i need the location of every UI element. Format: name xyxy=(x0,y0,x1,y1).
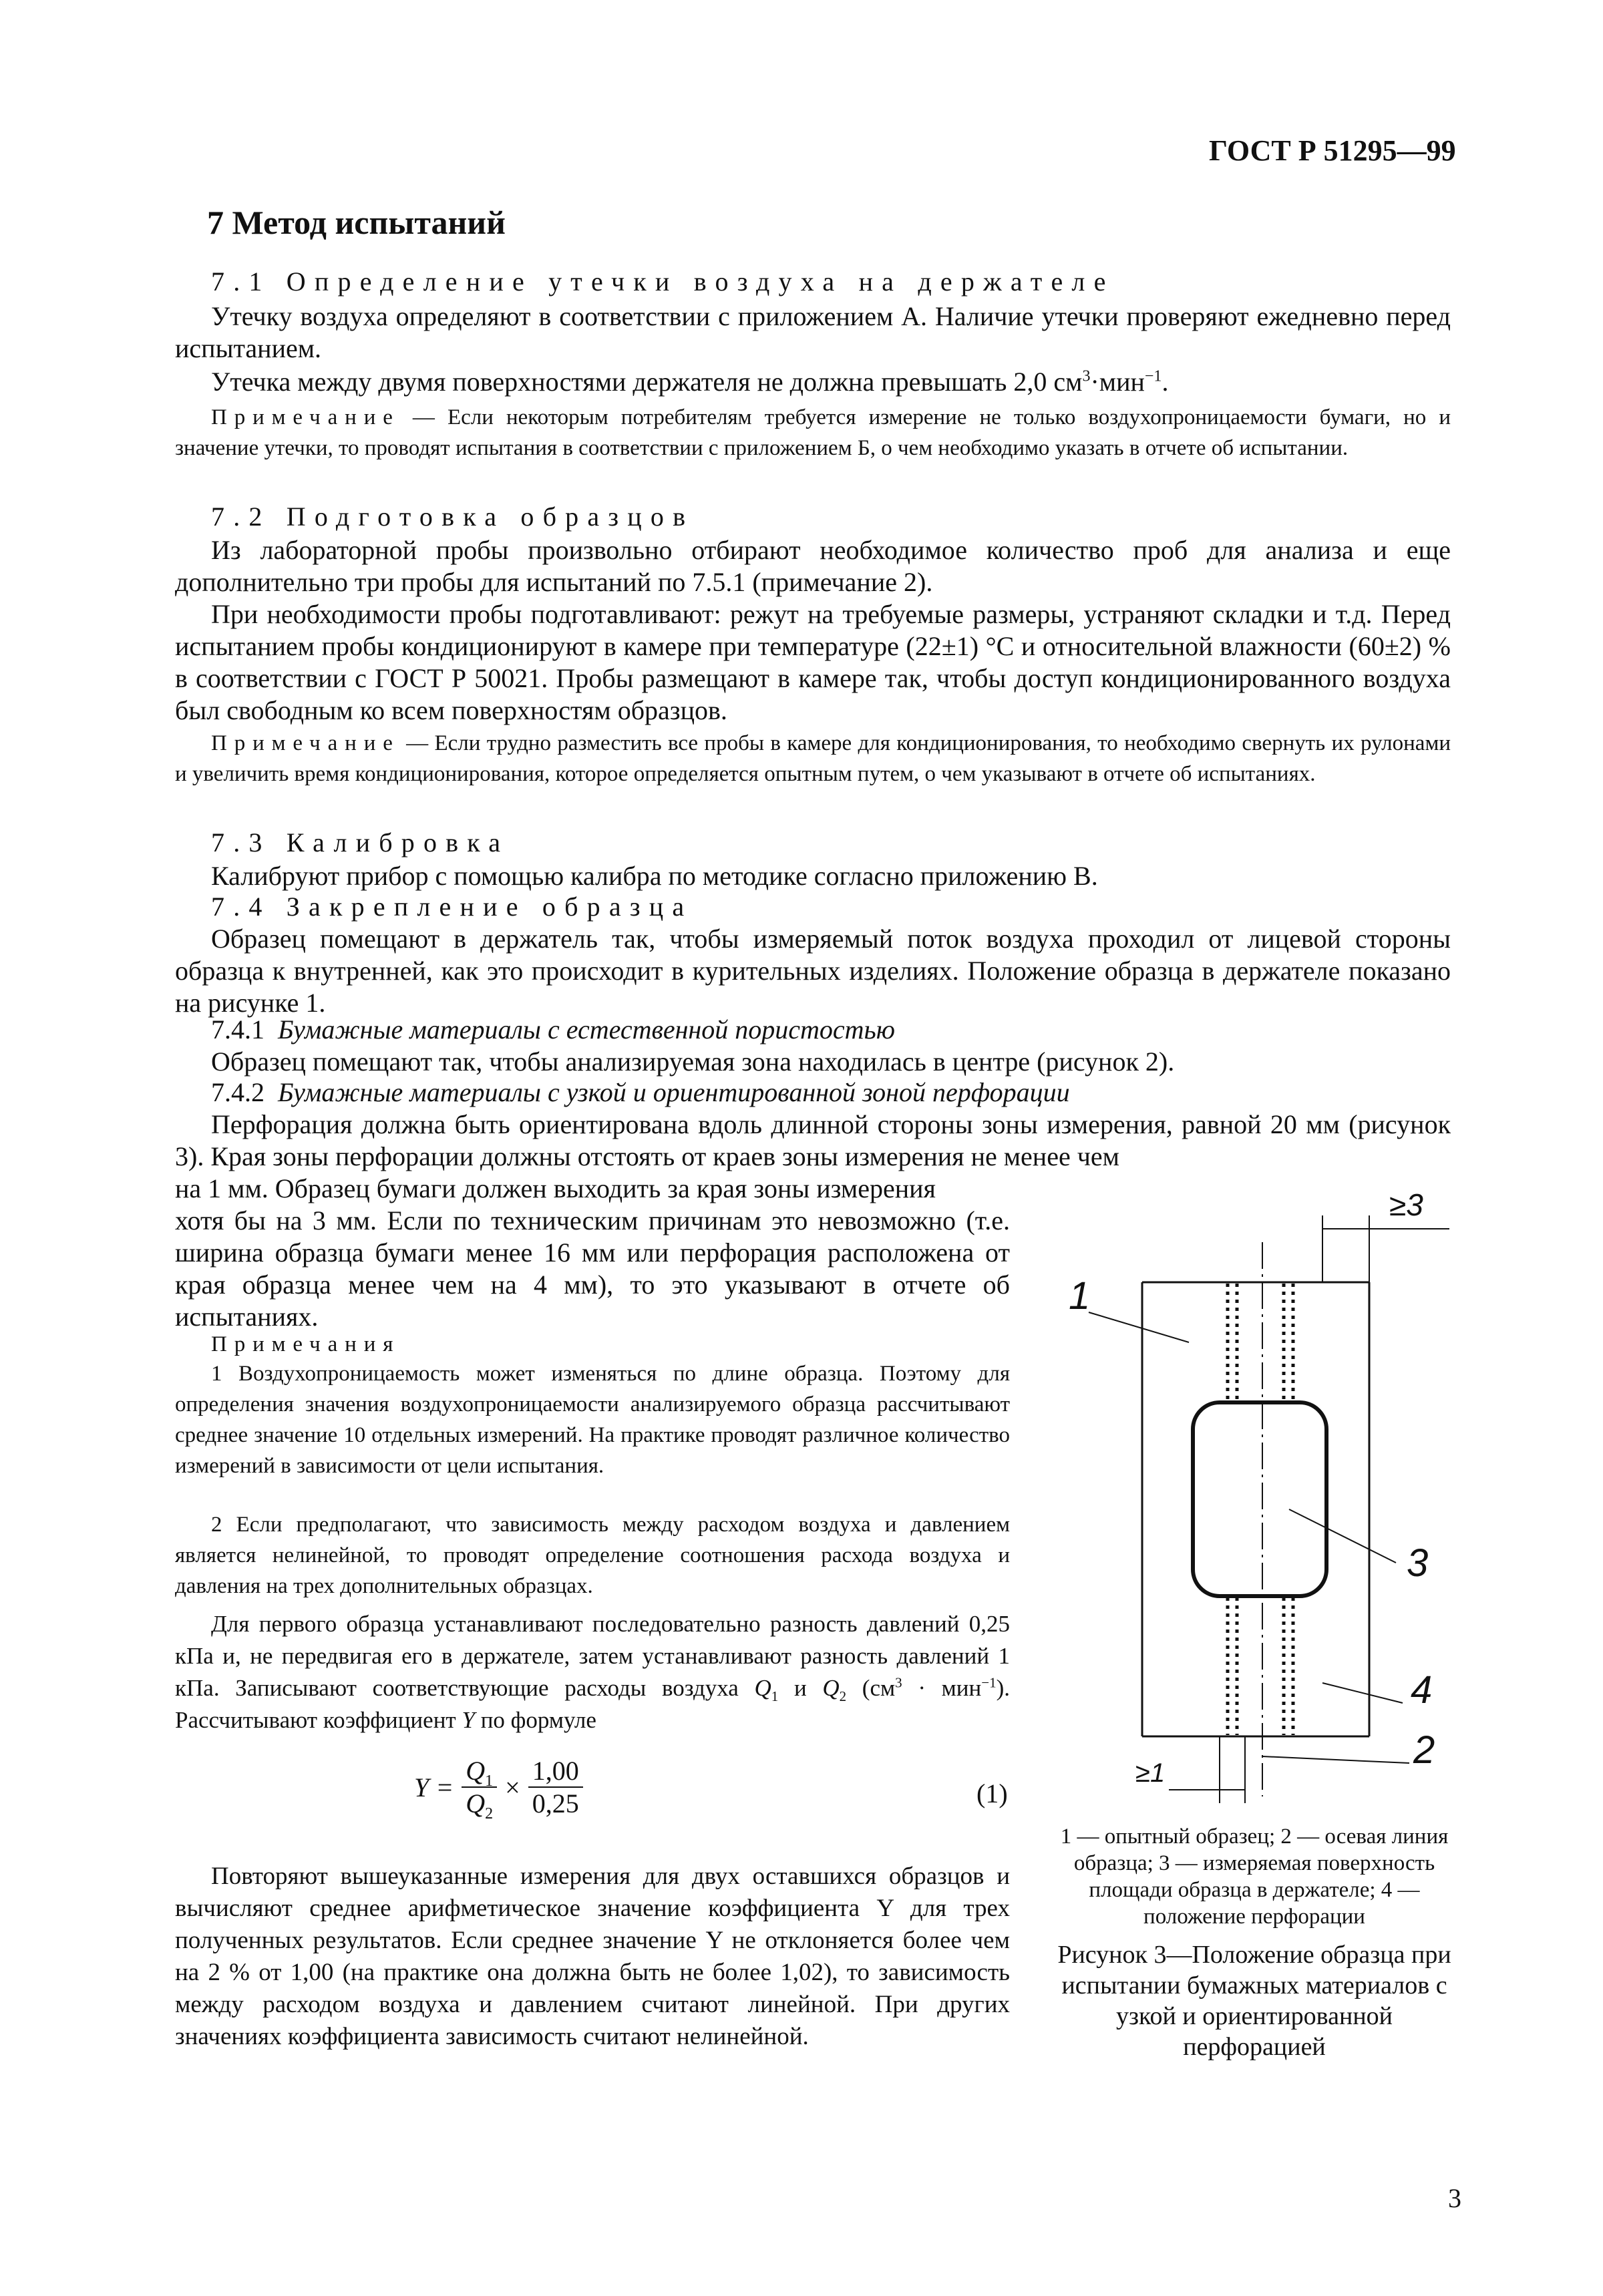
formula-fraction-q: $\frac{Q_1}{Q_2}$ xyxy=(462,1755,497,1819)
s73-paragraph: Калибруют прибор с помощью калибра по методике согласно приложению В. xyxy=(211,861,1098,891)
leader-4 xyxy=(1322,1683,1403,1703)
leader-3 xyxy=(1289,1509,1396,1563)
s742-heading: 7.4.2 Бумажные материалы с узкой и ориентированной зоной перфорации xyxy=(211,1077,1070,1107)
callout-2: 2 xyxy=(1413,1728,1435,1772)
s71-heading: 7.1 Определение утечки воздуха на держателе xyxy=(211,266,1115,297)
callout-1: 1 xyxy=(1069,1274,1091,1318)
formula-fraction-p: $\frac{1,00}{0,25}$ xyxy=(528,1755,583,1819)
figure-caption: Рисунок 3—Положение образца при испытании бумажных материалов с узкой и ориентированной перфорацией xyxy=(1057,1941,1451,2061)
s74-heading: 7.4 Закрепление образца xyxy=(211,892,693,922)
final-paragraph: Повторяют вышеуказанные измерения для двух оставшихся образцов и вычисляют среднее арифметическое значение коэффициента Y для трех полученных результатов. Если среднее значение Y не отклоняется более чем на 2 % от 1,00 (на практике она должна быть не более 1,02), то зависимость между расходом воздуха и давлением считают линейной. При других значениях коэффициента зависимость считают нелинейной. xyxy=(175,1863,1010,2050)
s72-paragraph-2: При необходимости пробы подготавливают: режут на требуемые размеры, устраняют складки и т.д. Перед испытанием пробы кондиционируют в камере при температуре (22±1) °С и относительной влажности (60±2) % в соответствии с ГОСТ Р 50021. Пробы размещают в камере так, чтобы доступ кондиционированного воздуха был свободным ко всем поверхностям образцов. xyxy=(175,599,1451,725)
s72-heading: 7.2 Подготовка образцов xyxy=(211,502,695,532)
callout-3: 3 xyxy=(1407,1541,1429,1585)
first-sample-paragraph: Для первого образца устанавливают последовательно разность давлений 0,25 кПа и, не передвигая его в держателе, затем устанавливают разность давлений 1 кПа. Записывают соответствующие расходы воздуха $Q_1$ и $Q_2$ $(см^3 \cdot мин^{-1})$. Рассчитывают коэффициент Y по формуле xyxy=(175,1611,1011,1733)
s72-paragraph-1: Из лабораторной пробы произвольно отбирают необходимое количество проб для анализа и еще дополнительно три пробы для испытаний по 7.5.1 (примечание 2). xyxy=(175,535,1451,597)
leader-1 xyxy=(1089,1312,1189,1342)
s71-note: Примечание — Если некоторым потребителям требуется измерение не только воздухопроницаемости бумаги, но и значение утечки, то проводят испытания в соответствии с приложением Б, о чем необходимо указать в отчете об испытании. xyxy=(175,405,1451,460)
note-1: 1 Воздухопроницаемость может изменяться по длине образца. Поэтому для определения значения воздухопроницаемости анализируемого образца рассчитывают среднее значение 10 отдельных измерений. На практике проводят различное количество измерений в зависимости от цели испытания. xyxy=(175,1362,1010,1478)
s742-paragraph-narrow: хотя бы на 3 мм. Если по техническим причинам это невозможно (т.е. ширина образца бумаги менее 16 мм или перфорация расположена от края образца менее чем на 4 мм), то это указывают в отчете об испытаниях. xyxy=(175,1205,1010,1332)
s74-paragraph: Образец помещают в держатель так, чтобы измеряемый поток воздуха проходил от лицевой стороны образца к внутренней, как это происходит в курительных изделиях. Положение образца в держателе показано на рисунке 1. xyxy=(175,924,1451,1018)
s741-heading: 7.4.1 Бумажные материалы с естественной пористостью xyxy=(211,1014,895,1044)
dim-bottom-label: ≥1 xyxy=(1135,1758,1166,1788)
figure-legend: 1 — опытный образец; 2 — осевая линия образца; 3 — измеряемая поверхность площади образца в держателе; 4 — положение перфорации xyxy=(1060,1825,1449,1929)
page-number: 3 xyxy=(1448,2183,1461,2213)
s72-note: Примечание — Если трудно разместить все пробы в камере для кондиционирования, то необходимо свернуть их рулонами и увеличить время кондиционирования, которое определяется опытным путем, о чем указывают в отчете об испытаниях. xyxy=(175,731,1451,786)
measurement-area xyxy=(1193,1402,1326,1596)
formula xyxy=(414,1755,583,1823)
figure-3-diagram xyxy=(1035,1175,1469,1816)
s742-paragraph-full: Перфорация должна быть ориентирована вдоль длинной стороны зоны измерения, равной 20 мм (рисунок 3). Края зоны перфорации должны отстоять от краев зоны измерения не менее чем xyxy=(175,1109,1451,1171)
document-code: ГОСТ Р 51295—99 xyxy=(1209,134,1456,167)
s71-paragraph-2: Утечка между двумя поверхностями держателя не должна превышать 2,0 $см^3\cdot мин^{-1}$. xyxy=(211,367,1169,397)
section-title: 7 Метод испытаний xyxy=(207,204,506,241)
formula-times: × xyxy=(505,1772,520,1802)
notes-label: Примечания xyxy=(211,1332,401,1356)
formula-lhs: Y = xyxy=(414,1772,454,1802)
leader-2 xyxy=(1262,1756,1409,1763)
s71-paragraph-1: Утечку воздуха определяют в соответствии с приложением А. Наличие утечки проверяют ежедневно перед испытанием. xyxy=(175,301,1451,363)
note-2: 2 Если предполагают, что зависимость между расходом воздуха и давлением является нелинейной, то проводят определение соотношения расхода воздуха и давления на трех дополнительных образцах. xyxy=(175,1513,1010,1598)
callout-4: 4 xyxy=(1411,1668,1433,1712)
formula-number: (1) xyxy=(976,1778,1008,1808)
s73-heading: 7.3 Калибровка xyxy=(211,827,510,857)
dim-top-label: ≥3 xyxy=(1389,1187,1423,1222)
s742-paragraph-line3: на 1 мм. Образец бумаги должен выходить за края зоны измерения xyxy=(175,1173,936,1203)
s741-paragraph: Образец помещают так, чтобы анализируемая зона находилась в центре (рисунок 2). xyxy=(211,1046,1175,1077)
